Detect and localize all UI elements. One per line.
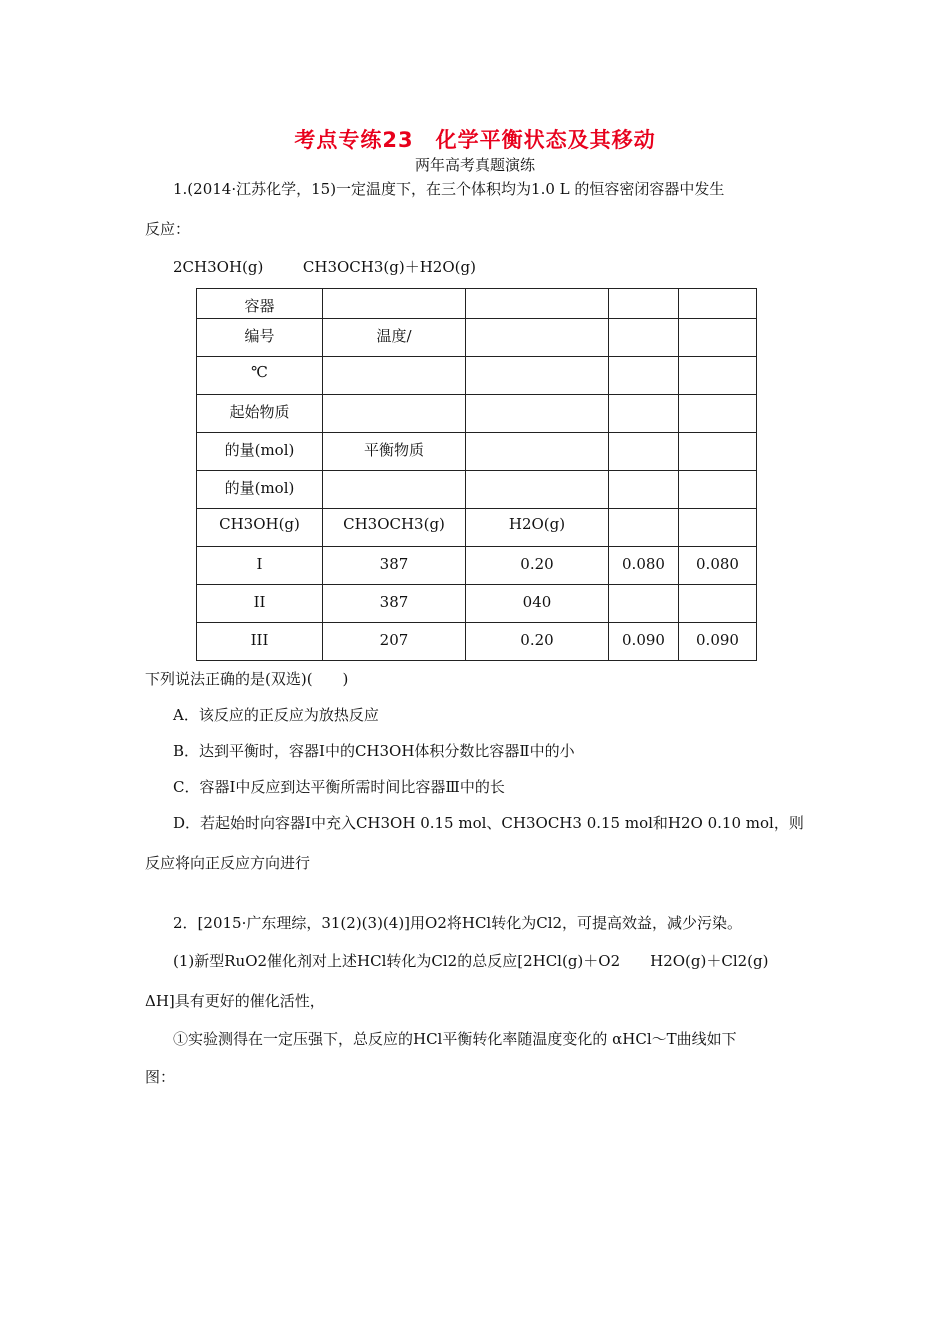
table-cell: CH3OH(g) bbox=[197, 509, 323, 547]
table-row bbox=[197, 357, 757, 395]
table-cell bbox=[609, 471, 679, 509]
q1-intro-line1: 1.(2014·江苏化学，15)一定温度下，在三个体积均为1.0 L 的恒容密闭容器中发生 bbox=[173, 180, 725, 198]
table-cell bbox=[609, 357, 679, 395]
table-row bbox=[197, 585, 757, 623]
q1-option-d-line2: 反应将向正反应方向进行 bbox=[145, 854, 311, 872]
table-cell bbox=[466, 471, 609, 509]
table-cell bbox=[609, 319, 679, 357]
table-cell: 207 bbox=[323, 623, 466, 661]
table-cell: CH3OCH3(g) bbox=[323, 509, 466, 547]
table-row bbox=[197, 623, 757, 661]
q2-part1-line1: (1)新型RuO2催化剂对上述HCl转化为Cl2的总反应[2HCl(g)＋O2 H2O(g)＋Cl2(g) bbox=[173, 952, 769, 970]
table-cell: 平衡物质 bbox=[323, 433, 466, 471]
table-cell bbox=[466, 357, 609, 395]
table-cell: 的量(mol) bbox=[197, 433, 323, 471]
page-subtitle: 两年高考真题演练 bbox=[414, 156, 535, 174]
q1-option-b: B．达到平衡时，容器Ⅰ中的CH3OH体积分数比容器Ⅱ中的小 bbox=[173, 742, 575, 760]
table-row bbox=[197, 471, 757, 509]
table-cell bbox=[466, 433, 609, 471]
q1-equation bbox=[173, 256, 476, 277]
table-row bbox=[197, 509, 757, 547]
table-cell bbox=[466, 395, 609, 433]
table-cell: II bbox=[197, 585, 323, 623]
q1-question: 下列说法正确的是(双选)( ) bbox=[145, 670, 349, 688]
q1-data-table bbox=[196, 288, 757, 661]
table-cell bbox=[609, 395, 679, 433]
table-cell bbox=[466, 319, 609, 357]
table-cell: 0.080 bbox=[609, 547, 679, 585]
table-cell: 040 bbox=[466, 585, 609, 623]
q2-intro: 2．[2015·广东理综，31(2)(3)(4)]用O2将HCl转化为Cl2，可提高效益，减少污染。 bbox=[173, 914, 743, 932]
table-cell bbox=[679, 585, 757, 623]
table-cell: ℃ bbox=[197, 357, 323, 395]
table-cell: 0.20 bbox=[466, 547, 609, 585]
equation-right: CH3OCH3(g)＋H2O(g) bbox=[302, 258, 476, 276]
table-cell: 0.090 bbox=[679, 623, 757, 661]
equation-left: 2CH3OH(g) bbox=[173, 258, 264, 276]
table-cell: 0.080 bbox=[679, 547, 757, 585]
table-cell: H2O(g) bbox=[466, 509, 609, 547]
table-cell bbox=[323, 357, 466, 395]
q1-intro-line2: 反应： bbox=[145, 220, 191, 238]
q1-option-a: A．该反应的正反应为放热反应 bbox=[173, 706, 379, 724]
table-cell: 0.090 bbox=[609, 623, 679, 661]
q2-part1-sub-line1: ①实验测得在一定压强下，总反应的HCl平衡转化率随温度变化的 αHCl～T曲线如下 bbox=[173, 1030, 737, 1048]
table-cell: III bbox=[197, 623, 323, 661]
table-cell: I bbox=[197, 547, 323, 585]
table-cell bbox=[323, 471, 466, 509]
table-cell bbox=[679, 319, 757, 357]
table-cell bbox=[609, 585, 679, 623]
table-cell bbox=[679, 357, 757, 395]
table-cell: 温度/ bbox=[323, 319, 466, 357]
q2-part1-sub-line2: 图： bbox=[145, 1068, 176, 1086]
table-cell: 起始物质 bbox=[197, 395, 323, 433]
table-cell bbox=[679, 289, 757, 319]
table-cell bbox=[609, 289, 679, 319]
table-cell bbox=[609, 509, 679, 547]
table-cell: 387 bbox=[323, 585, 466, 623]
table-row bbox=[197, 319, 757, 357]
table-cell: 387 bbox=[323, 547, 466, 585]
table-row bbox=[197, 547, 757, 585]
table-cell: 的量(mol) bbox=[197, 471, 323, 509]
table-row bbox=[197, 433, 757, 471]
q1-option-d-line1: D．若起始时向容器Ⅰ中充入CH3OH 0.15 mol、CH3OCH3 0.15 mol和H2O 0.10 mol，则 bbox=[173, 814, 804, 832]
table-cell: 容器 bbox=[197, 289, 323, 319]
table-cell bbox=[323, 395, 466, 433]
table-row bbox=[197, 289, 757, 319]
table-cell bbox=[609, 433, 679, 471]
table-cell: 0.20 bbox=[466, 623, 609, 661]
table-cell bbox=[323, 289, 466, 319]
table-row bbox=[197, 395, 757, 433]
table-cell bbox=[679, 433, 757, 471]
table-cell bbox=[679, 509, 757, 547]
q2-part1-line2: ΔH]具有更好的催化活性， bbox=[145, 992, 325, 1010]
q1-option-c: C．容器Ⅰ中反应到达平衡所需时间比容器Ⅲ中的长 bbox=[173, 778, 505, 796]
table-cell: 编号 bbox=[197, 319, 323, 357]
table-cell bbox=[679, 395, 757, 433]
table-cell bbox=[466, 289, 609, 319]
page-title: 考点专练23 化学平衡状态及其移动 bbox=[294, 128, 656, 152]
table-cell bbox=[679, 471, 757, 509]
